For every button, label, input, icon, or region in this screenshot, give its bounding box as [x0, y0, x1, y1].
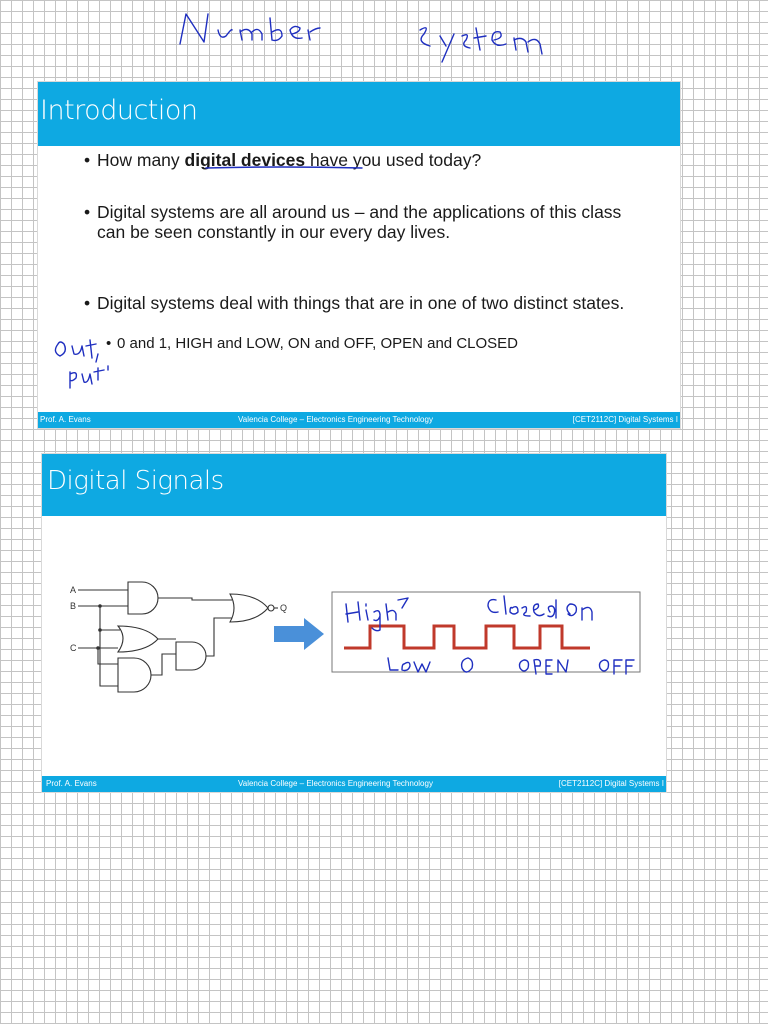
bullet-text: have you used today? — [305, 150, 482, 170]
input-label-c: C — [70, 643, 77, 653]
footer-author: Prof. A. Evans — [46, 779, 97, 788]
footer-college: Valencia College – Electronics Engineering Technology — [238, 779, 433, 788]
and-gate-icon — [118, 658, 151, 692]
footer-college: Valencia College – Electronics Engineering Technology — [238, 415, 433, 424]
bullet-item — [84, 202, 644, 242]
bullet-glyph: • — [84, 293, 91, 313]
bullet-text: How many — [97, 150, 185, 170]
sub-bullet-item — [106, 334, 666, 354]
handwritten-title-ink — [180, 14, 542, 62]
slide-footer — [42, 776, 666, 792]
or-gate-icon — [230, 594, 268, 622]
input-label-a: A — [70, 585, 77, 595]
bullet-glyph: • — [106, 335, 112, 352]
slide-title: Introduction — [40, 95, 198, 126]
bullet-text: Digital systems are all around us – and the applications of this class can be seen constantly in our every day lives. — [97, 202, 622, 242]
bullet-glyph: • — [84, 202, 91, 222]
logic-diagram — [42, 454, 666, 792]
slide-header — [38, 82, 680, 146]
slide-title: Digital Signals — [47, 466, 224, 496]
slide-digital-signals — [42, 454, 666, 792]
arrow-right-icon — [274, 618, 324, 650]
bullet-glyph: • — [84, 150, 91, 170]
footer-course: [CET2112C] Digital Systems I — [558, 779, 664, 788]
and-gate-icon — [176, 642, 206, 670]
output-label-q: Q — [280, 603, 288, 613]
footer-author: Prof. A. Evans — [40, 415, 91, 424]
bullet-item — [84, 150, 644, 170]
bullet-item — [84, 293, 644, 313]
input-label-b: B — [70, 601, 77, 611]
slide-footer — [38, 412, 680, 428]
and-gate-icon — [128, 582, 158, 614]
slide-introduction — [38, 82, 680, 428]
or-gate-icon — [118, 626, 158, 652]
sub-bullet-text: 0 and 1, HIGH and LOW, ON and OFF, OPEN and CLOSED — [117, 335, 519, 352]
footer-course: [CET2112C] Digital Systems I — [572, 415, 678, 424]
bullet-keyword: digital devices — [184, 150, 306, 170]
bullet-text: Digital systems deal with things that are in one of two distinct states. — [97, 293, 625, 313]
